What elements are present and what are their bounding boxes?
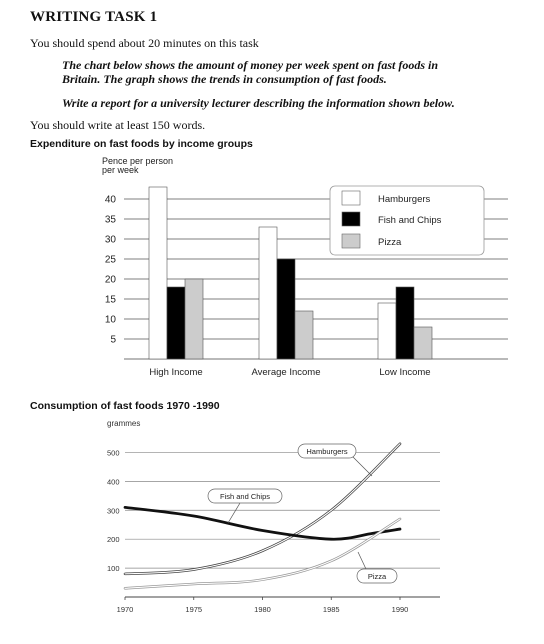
bar-ytick-label: 10 xyxy=(104,314,116,326)
legend-label: Hamburgers xyxy=(378,194,431,205)
bar-hamburgers-average-income xyxy=(259,227,277,359)
callout-pointer-hamburgers xyxy=(353,457,372,476)
line-chart-ylabel: grammes xyxy=(107,419,141,428)
bar-ytick-label: 20 xyxy=(104,274,116,286)
callout-pointer-fish-and-chips xyxy=(228,503,240,523)
bar-chart-ylabel-2: per week xyxy=(102,165,139,175)
bar-category-label: High Income xyxy=(149,367,203,378)
bar-chart xyxy=(0,148,544,388)
legend-label: Fish and Chips xyxy=(378,215,442,226)
bar-ytick-label: 5 xyxy=(110,334,116,346)
bar-hamburgers-high-income xyxy=(149,187,167,359)
task-prompt xyxy=(62,58,522,86)
bar-chart-legend xyxy=(330,186,484,255)
line-xtick-label: 1980 xyxy=(254,605,271,614)
bar-pizza-high-income xyxy=(185,279,203,359)
bar-ytick-label: 25 xyxy=(104,254,116,266)
bar-fish-and-chips-low-income xyxy=(396,287,414,359)
line-ytick-label: 300 xyxy=(107,506,120,516)
task-instruction: Write a report for a university lecturer describing the information shown below. xyxy=(62,96,455,110)
line-series-fish-and-chips xyxy=(125,507,400,539)
bar-ytick-label: 40 xyxy=(104,194,116,206)
legend-label: Pizza xyxy=(378,237,402,248)
bar-category-label: Average Income xyxy=(251,367,321,378)
line-xtick-label: 1975 xyxy=(185,605,203,614)
bar-fish-and-chips-high-income xyxy=(167,287,185,359)
line-xtick-label: 1970 xyxy=(116,605,134,614)
line-chart xyxy=(0,414,544,634)
line-xtick-label: 1985 xyxy=(322,605,340,614)
line-ytick-label: 400 xyxy=(107,477,120,487)
line-ytick-label: 500 xyxy=(107,448,120,458)
bar-pizza-low-income xyxy=(414,327,432,359)
bar-chart-ylabel-1: Pence per person xyxy=(102,156,174,166)
bar-category-label: Low Income xyxy=(379,367,431,378)
bar-pizza-average-income xyxy=(295,311,313,359)
bar-ytick-label: 35 xyxy=(104,214,116,226)
callout-label-fish-and-chips: Fish and Chips xyxy=(219,492,271,501)
time-note: You should spend about 20 minutes on this task xyxy=(30,36,259,50)
bar-ytick-label: 30 xyxy=(104,234,116,246)
line-ytick-label: 200 xyxy=(107,535,120,545)
line-xtick-label: 1990 xyxy=(391,605,409,614)
task-prompt-line-1: The chart below shows the amount of money per week spent on fast foods in xyxy=(62,58,439,72)
legend-swatch xyxy=(342,212,360,226)
callout-label-pizza: Pizza xyxy=(367,572,387,581)
callout-pointer-pizza xyxy=(358,552,366,569)
bar-hamburgers-low-income xyxy=(378,303,396,359)
task-heading: WRITING TASK 1 xyxy=(30,9,158,25)
bar-chart-title: Expenditure on fast foods by income groups xyxy=(30,138,253,150)
callout-label-hamburgers: Hamburgers xyxy=(306,447,348,456)
task-prompt-line-2: Britain. The graph shows the trends in consumption of fast foods. xyxy=(62,72,387,86)
legend-swatch xyxy=(342,234,360,248)
word-count-note: You should write at least 150 words. xyxy=(30,118,206,132)
line-ytick-label: 100 xyxy=(107,564,120,574)
bar-ytick-label: 15 xyxy=(104,294,116,306)
bar-fish-and-chips-average-income xyxy=(277,259,295,359)
line-chart-title: Consumption of fast foods 1970 -1990 xyxy=(30,400,220,412)
legend-swatch xyxy=(342,191,360,205)
